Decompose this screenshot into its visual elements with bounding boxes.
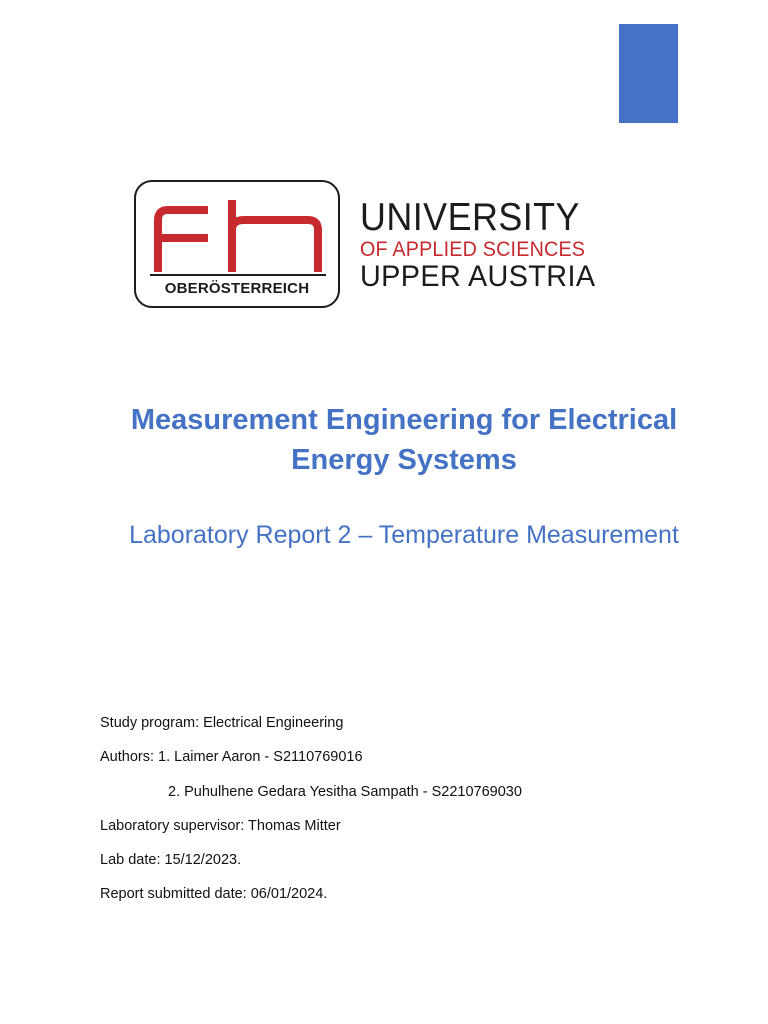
authors-line-1: Authors: 1. Laimer Aaron - S2110769016 bbox=[100, 749, 363, 766]
submitted-date-line: Report submitted date: 06/01/2024. bbox=[100, 886, 328, 903]
authors-line-2: 2. Puhulhene Gedara Yesitha Sampath - S2210769030 bbox=[168, 783, 522, 800]
fh-logo-rule bbox=[150, 274, 326, 276]
study-program-line: Study program: Electrical Engineering bbox=[100, 715, 344, 731]
fh-logo-caption: OBERÖSTERREICH bbox=[164, 280, 310, 297]
lab-date-line: Lab date: 15/12/2023. bbox=[100, 852, 242, 869]
report-subtitle: Laboratory Report 2 – Temperature Measurement bbox=[129, 521, 679, 549]
supervisor-line: Laboratory supervisor: Thomas Mitter bbox=[100, 817, 341, 834]
report-details bbox=[100, 713, 720, 919]
university-line-3: UPPER AUSTRIA bbox=[360, 260, 596, 293]
fh-logo-box bbox=[134, 180, 340, 308]
university-line-2: OF APPLIED SCIENCES bbox=[360, 238, 586, 261]
report-title: Measurement Engineering for Electrical Energy Systems bbox=[130, 404, 678, 476]
university-line-1: UNIVERSITY bbox=[360, 196, 580, 239]
university-name bbox=[360, 198, 610, 292]
blue-corner-block bbox=[619, 24, 678, 123]
university-logo bbox=[134, 180, 604, 312]
fh-monogram-icon bbox=[150, 200, 328, 274]
